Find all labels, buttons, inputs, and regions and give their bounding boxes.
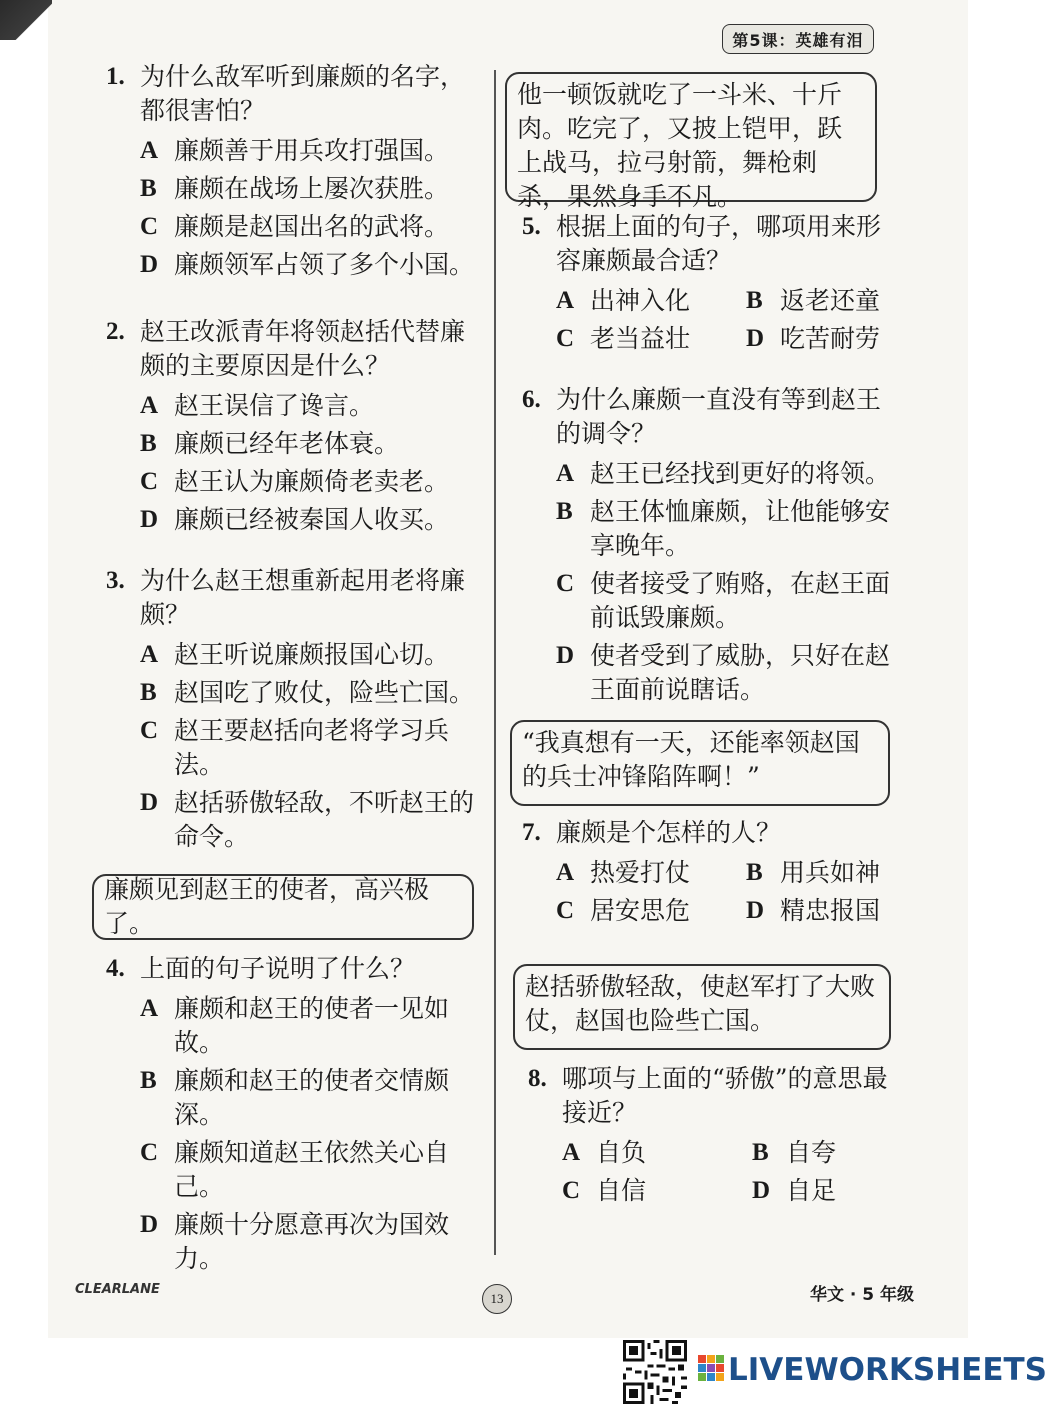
option-a[interactable]: A 赵王听说廉颇报国心切。 bbox=[140, 640, 450, 669]
option-c[interactable]: C 使者接受了贿赂，在赵王面前诋毁廉颇。 bbox=[556, 569, 891, 632]
option-d[interactable]: D 廉颇领军占领了多个小国。 bbox=[140, 250, 475, 279]
question-stem: 为什么赵王想重新起用老将廉颇？ bbox=[140, 566, 466, 629]
option-d[interactable]: D 廉颇十分愿意再次为国效力。 bbox=[140, 1210, 450, 1273]
option-b[interactable]: B 廉颇在战场上屡次获胜。 bbox=[140, 174, 450, 203]
option-c[interactable]: C 廉颇知道赵王依然关心自己。 bbox=[140, 1138, 450, 1201]
grade-label: 华文 · 5 年级 bbox=[810, 1285, 915, 1305]
option-a[interactable]: A 赵王误信了谗言。 bbox=[140, 391, 375, 420]
option-d[interactable]: D 使者受到了威胁，只好在赵王面前说瞎话。 bbox=[556, 641, 891, 704]
page-number: 13 bbox=[482, 1284, 512, 1314]
question-4 bbox=[106, 952, 476, 1280]
option-c[interactable]: C 自信 bbox=[562, 1176, 647, 1205]
option-c[interactable]: C 居安思危 bbox=[556, 896, 691, 925]
option-d[interactable]: D 自足 bbox=[752, 1176, 837, 1205]
question-number: 5. bbox=[522, 213, 541, 240]
question-stem: 为什么敌军听到廉颇的名字，都很害怕？ bbox=[140, 62, 466, 125]
question-5 bbox=[522, 210, 892, 356]
question-stem: 根据上面的句子，哪项用来形容廉颇最合适？ bbox=[556, 212, 882, 275]
option-a[interactable]: A 自负 bbox=[562, 1138, 647, 1167]
option-d[interactable]: D 廉颇已经被秦国人收买。 bbox=[140, 505, 450, 534]
question-stem: 上面的句子说明了什么？ bbox=[140, 954, 416, 983]
option-d[interactable]: D 吃苦耐劳 bbox=[746, 324, 881, 353]
option-b[interactable]: B 廉颇和赵王的使者交情颇深。 bbox=[140, 1066, 450, 1129]
question-7 bbox=[522, 816, 892, 928]
question-1 bbox=[106, 60, 476, 286]
question-3 bbox=[106, 564, 476, 858]
liveworksheets-wordmark: LIVEWORKSHEETS bbox=[728, 1352, 1047, 1388]
option-a[interactable]: A 热爱打仗 bbox=[556, 858, 691, 887]
question-number: 7. bbox=[522, 819, 541, 846]
question-stem: 赵王改派青年将领赵括代替廉颇的主要原因是什么？ bbox=[140, 317, 466, 380]
option-b[interactable]: B 用兵如神 bbox=[746, 858, 881, 887]
option-c[interactable]: C 老当益壮 bbox=[556, 324, 691, 353]
option-a[interactable]: A 廉颇善于用兵攻打强国。 bbox=[140, 136, 450, 165]
question-6 bbox=[522, 383, 892, 711]
quote-box-7: “我真想有一天，还能率领赵国的兵士冲锋陷阵啊！” bbox=[510, 720, 890, 806]
publisher-logo: CLEARLANE bbox=[75, 1282, 160, 1297]
option-b[interactable]: B 赵王体恤廉颇，让他能够安享晚年。 bbox=[556, 497, 891, 560]
quote-box-8: 赵括骄傲轻敌，使赵军打了大败仗，赵国也险些亡国。 bbox=[513, 964, 891, 1050]
column-divider bbox=[494, 70, 496, 1255]
qr-code-icon bbox=[623, 1340, 687, 1404]
page-corner-shadow bbox=[0, 0, 52, 40]
question-number: 4. bbox=[106, 955, 125, 982]
liveworksheets-brand bbox=[698, 1352, 1047, 1388]
question-stem: 廉颇是个怎样的人？ bbox=[556, 818, 782, 847]
quote-box-5: 他一顿饭就吃了一斗米、十斤肉。吃完了，又披上铠甲，跃上战马，拉弓射箭，舞枪刺杀，果然身手不凡。 bbox=[505, 72, 877, 202]
question-number: 6. bbox=[522, 386, 541, 413]
question-2 bbox=[106, 315, 476, 541]
option-b[interactable]: B 廉颇已经年老体衰。 bbox=[140, 429, 400, 458]
option-d[interactable]: D 精忠报国 bbox=[746, 896, 881, 925]
option-d[interactable]: D 赵括骄傲轻敌，不听赵王的命令。 bbox=[140, 788, 475, 851]
question-8 bbox=[528, 1062, 888, 1208]
option-b[interactable]: B 自夸 bbox=[752, 1138, 837, 1167]
option-a[interactable]: A 廉颇和赵王的使者一见如故。 bbox=[140, 994, 450, 1057]
option-b[interactable]: B 返老还童 bbox=[746, 286, 881, 315]
lesson-title-tab: 第5课：英雄有泪 bbox=[722, 24, 874, 54]
question-stem: 哪项与上面的“骄傲”的意思最接近？ bbox=[562, 1064, 888, 1127]
quote-box-4: 廉颇见到赵王的使者，高兴极了。 bbox=[92, 874, 474, 940]
question-number: 1. bbox=[106, 63, 125, 90]
option-a[interactable]: A 出神入化 bbox=[556, 286, 691, 315]
option-a[interactable]: A 赵王已经找到更好的将领。 bbox=[556, 459, 891, 488]
question-number: 3. bbox=[106, 567, 125, 594]
option-c[interactable]: C 廉颇是赵国出名的武将。 bbox=[140, 212, 450, 241]
question-number: 8. bbox=[528, 1065, 547, 1092]
option-c[interactable]: C 赵王认为廉颇倚老卖老。 bbox=[140, 467, 450, 496]
question-stem: 为什么廉颇一直没有等到赵王的调令？ bbox=[556, 385, 882, 448]
question-number: 2. bbox=[106, 318, 125, 345]
liveworksheets-logo-icon bbox=[698, 1355, 724, 1385]
option-b[interactable]: B 赵国吃了败仗，险些亡国。 bbox=[140, 678, 475, 707]
option-c[interactable]: C 赵王要赵括向老将学习兵法。 bbox=[140, 716, 450, 779]
